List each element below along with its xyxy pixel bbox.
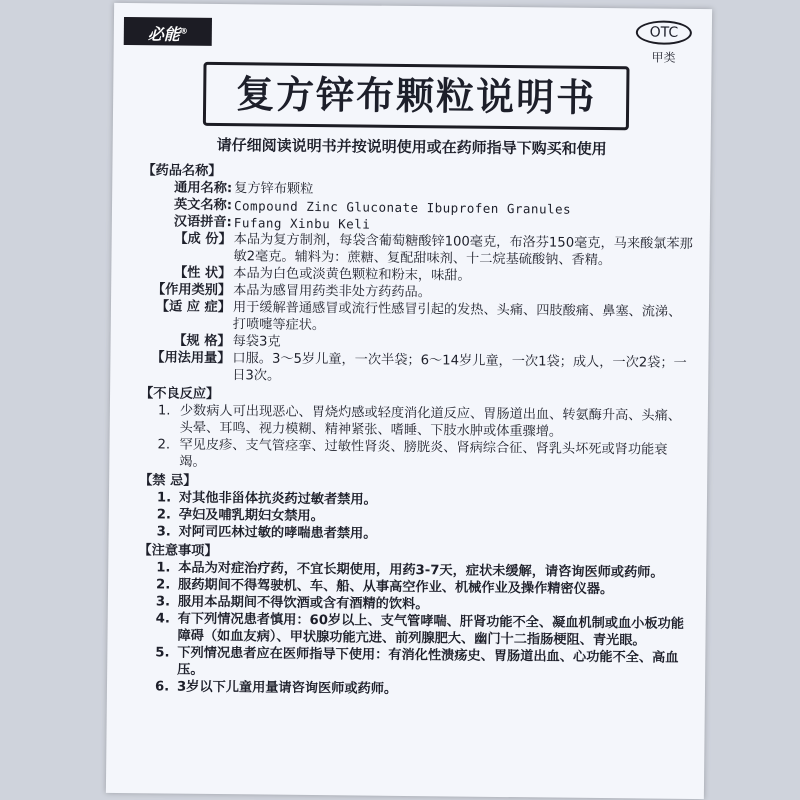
- registered-mark: ®: [179, 26, 188, 36]
- precautions-list: [137, 559, 690, 701]
- item-text: 下列情况患者应在医师指导下使用：有消化性溃疡史、胃肠道出血、心功能不全、高血压。: [177, 645, 679, 678]
- list-item: [157, 436, 691, 476]
- info-value: Fufang Xinbu Keli: [233, 215, 371, 232]
- item-text: 罕见皮疹、支气管痉挛、过敏性肾炎、膀胱炎、肾病综合征、肾乳头坏死或肾功能衰竭。: [179, 437, 668, 470]
- item-text: 3岁以下儿童用量请咨询医师或药师。: [176, 679, 398, 697]
- item-number: 5.: [155, 645, 170, 661]
- item-number: 2.: [156, 507, 172, 523]
- info-label: 【性 状】: [173, 265, 232, 282]
- info-value: 口服。3～5岁儿童，一次半袋；6～14岁儿童，一次1袋；成人，一次2袋；一日3次。: [232, 351, 687, 384]
- item-text: 有下列情况患者慎用：60岁以上、支气管哮喘、肝肾功能不全、凝血机制或血小板功能障碍（如血友病）、甲状腺功能亢进、前列腺肥大、幽门十二指肠梗阻、青光眼。: [177, 611, 685, 649]
- item-number: 1.: [156, 490, 172, 506]
- section-drug-name: 【药品名称】: [142, 163, 222, 180]
- info-label: 【成 份】: [174, 231, 232, 248]
- info-label: 通用名称:: [174, 180, 233, 197]
- leaflet-content: [137, 160, 695, 701]
- info-label: 【适 应 症】: [155, 299, 232, 316]
- info-label: 【作用类别】: [151, 282, 232, 299]
- info-label: 英文名称:: [173, 197, 233, 214]
- item-text: 少数病人可出现恶心、胃烧灼感或轻度消化道反应、胃肠道出血、转氨酶升高、头痛、头晕、耳鸣、视力模糊、精神紧张、嗜睡、下肢水肿或体重骤增。: [179, 403, 682, 440]
- item-number: 4.: [155, 611, 170, 627]
- otc-badge: [636, 20, 692, 66]
- item-number: 6.: [154, 679, 170, 695]
- item-number: 3.: [156, 524, 171, 540]
- info-value: 本品为感冒用药类非处方药药品。: [233, 283, 432, 301]
- page-subtitle: 请仔细阅读说明书并按说明使用或在药师指导下购买和使用: [216, 135, 607, 159]
- item-number: 2.: [155, 577, 171, 593]
- list-item: [158, 402, 692, 442]
- info-value: Compound Zinc Gluconate Ibuprofen Granules: [233, 198, 572, 217]
- contra-list: [139, 489, 692, 546]
- info-label: 【规 格】: [173, 333, 231, 350]
- item-text: 对阿司匹林过敏的哮喘患者禁用。: [178, 524, 377, 542]
- item-text: 对其他非甾体抗炎药过敏者禁用。: [178, 490, 377, 508]
- item-text: 本品为对症治疗药，不宜长期使用，用药3-7天，症状未缓解，请咨询医师或药师。: [178, 560, 664, 581]
- otc-label: OTC: [636, 20, 692, 45]
- info-value: 本品为白色或淡黄色颗粒和粉末，味甜。: [233, 266, 471, 284]
- info-value: 用于缓解普通感冒或流行性感冒引起的发热、头痛、四肢酸痛、鼻塞、流涕、打喷嚏等症状。: [232, 300, 682, 334]
- info-value: 本品为复方制剂，每袋含葡萄糖酸锌100毫克，布洛芬150毫克，马来酸氯苯那敏2毫克。辅料为：蔗糖、复配甜味剂、十二烷基硫酸钠、香精。: [233, 232, 693, 269]
- page-title: 复方锌布颗粒说明书: [235, 72, 597, 120]
- instruction-leaflet: [106, 3, 712, 799]
- item-number: 2.: [157, 437, 171, 453]
- brand-logo: [124, 17, 212, 46]
- info-row: [141, 298, 693, 338]
- otc-class: 甲类: [651, 50, 676, 65]
- brand-name: 必能: [147, 24, 180, 44]
- section-contraindications: 【禁 忌】: [139, 473, 197, 489]
- item-text: 服药期间不得驾驶机、车、船、从事高空作业、机械作业及操作精密仪器。: [177, 577, 614, 598]
- item-number: 1.: [157, 403, 171, 419]
- item-number: 3.: [155, 594, 171, 610]
- info-row: [140, 349, 692, 389]
- adverse-list: [139, 402, 692, 476]
- item-text: 服用本品期间不得饮酒或含有酒精的饮料。: [177, 594, 429, 613]
- section-precautions: 【注意事项】: [138, 543, 218, 560]
- info-value: 复方锌布颗粒: [234, 181, 314, 197]
- item-text: 孕妇及哺乳期妇女禁用。: [178, 507, 324, 525]
- list-item: [155, 610, 689, 650]
- section-adverse-reactions: 【不良反应】: [139, 386, 220, 403]
- title-frame: [203, 62, 630, 130]
- info-label: 汉语拼音:: [173, 214, 232, 231]
- list-item: [155, 644, 689, 684]
- item-number: 1.: [156, 560, 171, 576]
- info-value: 每袋3克: [232, 334, 281, 350]
- info-label: 【用法用量】: [151, 350, 231, 367]
- info-row: [141, 230, 693, 270]
